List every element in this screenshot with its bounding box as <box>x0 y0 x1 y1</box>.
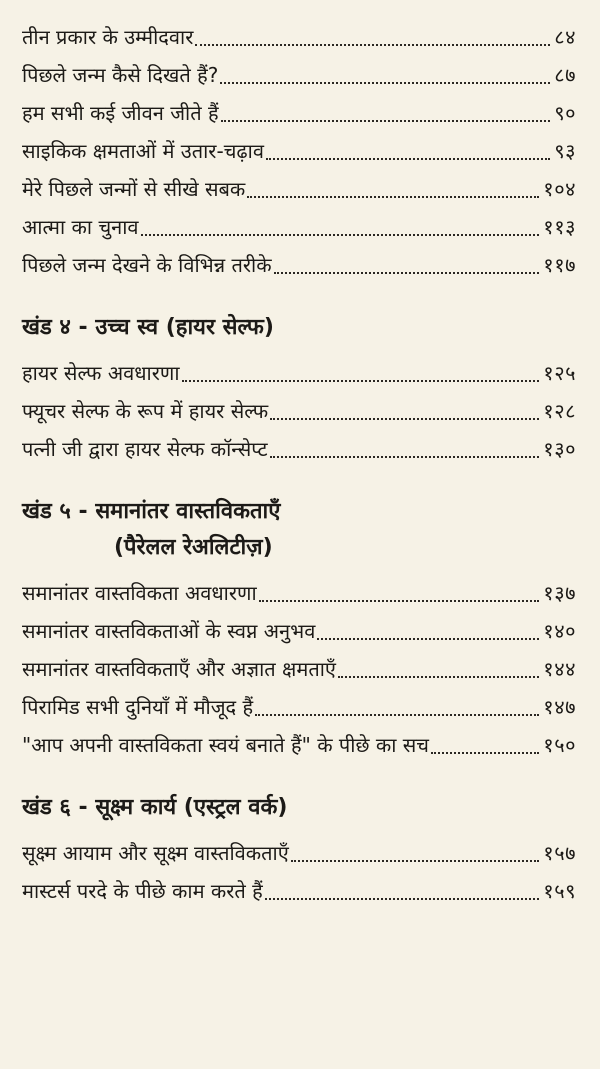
dot-leader <box>270 430 540 468</box>
toc-entry-page: ८४ <box>554 25 576 49</box>
section-heading <box>22 790 576 826</box>
toc-entry[interactable] <box>22 430 576 468</box>
toc-entry[interactable] <box>22 612 576 650</box>
section-heading <box>22 494 576 566</box>
toc-entry-page: ९० <box>554 101 576 125</box>
toc-entry[interactable] <box>22 246 576 284</box>
dot-leader <box>338 650 539 688</box>
toc-entry-page: ९३ <box>554 139 576 163</box>
toc-entry[interactable] <box>22 834 576 872</box>
section-heading-text: खंड ४ - उच्च स्व (हायर सेल्फ) <box>22 315 274 340</box>
toc-entry-title: "आप अपनी वास्तविकता स्वयं बनाते हैं" के पीछे का सच <box>22 733 429 757</box>
toc-entry-page: १५० <box>543 733 576 757</box>
dot-leader <box>265 872 539 910</box>
dot-leader <box>247 170 539 208</box>
toc-entry[interactable] <box>22 170 576 208</box>
toc-entry-title: साइकिक क्षमताओं में उतार-चढ़ाव <box>22 139 264 163</box>
section-heading <box>22 310 576 346</box>
toc-entry-title: हायर सेल्फ अवधारणा <box>22 361 180 385</box>
toc-entry-title: पिरामिड सभी दुनियाँ में मौजूद हैं <box>22 695 254 719</box>
toc-entry-title: तीन प्रकार के उम्मीदवार <box>22 25 194 49</box>
toc-entry-page: १४० <box>543 619 576 643</box>
toc-entry[interactable] <box>22 208 576 246</box>
section-heading-text: खंड ६ - सूक्ष्म कार्य (एस्ट्रल वर्क) <box>22 795 288 820</box>
toc-entry[interactable] <box>22 18 576 56</box>
dot-leader <box>182 354 540 392</box>
toc-entry-title: पिछले जन्म देखने के विभिन्न तरीके <box>22 253 272 277</box>
toc-entry-title: सूक्ष्म आयाम और सूक्ष्म वास्तविकताएँ <box>22 841 289 865</box>
dot-leader <box>220 56 550 94</box>
toc-entry-page: १२५ <box>543 361 576 385</box>
toc-entry-title: मास्टर्स परदे के पीछे काम करते हैं <box>22 879 263 903</box>
toc-entry[interactable] <box>22 688 576 726</box>
section-heading-text: खंड ५ - समानांतर वास्तविकताएँ <box>22 499 281 524</box>
toc-entry-page: ११७ <box>543 253 576 277</box>
toc-entry[interactable] <box>22 650 576 688</box>
toc-entry-page: १३७ <box>543 581 576 605</box>
section-heading-subtitle: (पैरेलल रेअलिटीज़) <box>114 535 273 560</box>
dot-leader <box>270 392 539 430</box>
toc-entry-title: हम सभी कई जीवन जीते हैं <box>22 101 219 125</box>
toc-entry-page: ११३ <box>543 215 576 239</box>
toc-entry[interactable] <box>22 132 576 170</box>
toc-entry-page: १४४ <box>543 657 576 681</box>
toc-entry-page: १२८ <box>543 399 576 423</box>
dot-leader <box>221 94 551 132</box>
toc-entry-title: पत्नी जी द्वारा हायर सेल्फ कॉन्सेप्ट <box>22 437 268 461</box>
toc-entry[interactable] <box>22 392 576 430</box>
toc-entry[interactable] <box>22 56 576 94</box>
dot-leader <box>291 834 540 872</box>
toc-entry[interactable] <box>22 726 576 764</box>
toc-entry-title: समानांतर वास्तविकताओं के स्वप्न अनुभव <box>22 619 316 643</box>
toc-entry-page: १४७ <box>543 695 576 719</box>
dot-leader <box>274 246 540 284</box>
toc-entry[interactable] <box>22 94 576 132</box>
dot-leader <box>195 18 550 56</box>
toc-entry-title: मेरे पिछले जन्मों से सीखे सबक <box>22 177 246 201</box>
dot-leader <box>259 574 540 612</box>
toc-entry-title: पिछले जन्म कैसे दिखते हैं? <box>22 63 219 87</box>
toc-entry-page: १३० <box>543 437 576 461</box>
dot-leader <box>317 612 539 650</box>
toc-entry-page: १५९ <box>543 879 576 903</box>
toc-entry[interactable] <box>22 354 576 392</box>
dot-leader <box>255 688 539 726</box>
toc-entry-title: फ्यूचर सेल्फ के रूप में हायर सेल्फ <box>22 399 269 423</box>
toc-entry-page: ८७ <box>554 63 576 87</box>
toc-entry-title: समानांतर वास्तविकता अवधारणा <box>22 581 257 605</box>
toc-entry-page: १५७ <box>543 841 576 865</box>
dot-leader <box>266 132 550 170</box>
dot-leader <box>431 726 539 764</box>
toc-entry[interactable] <box>22 574 576 612</box>
toc-entry-page: १०४ <box>543 177 576 201</box>
toc-entry[interactable] <box>22 872 576 910</box>
toc-entry-title: आत्मा का चुनाव <box>22 215 139 239</box>
dot-leader <box>141 208 540 246</box>
toc-entry-title: समानांतर वास्तविकताएँ और अज्ञात क्षमताएँ <box>22 657 336 681</box>
